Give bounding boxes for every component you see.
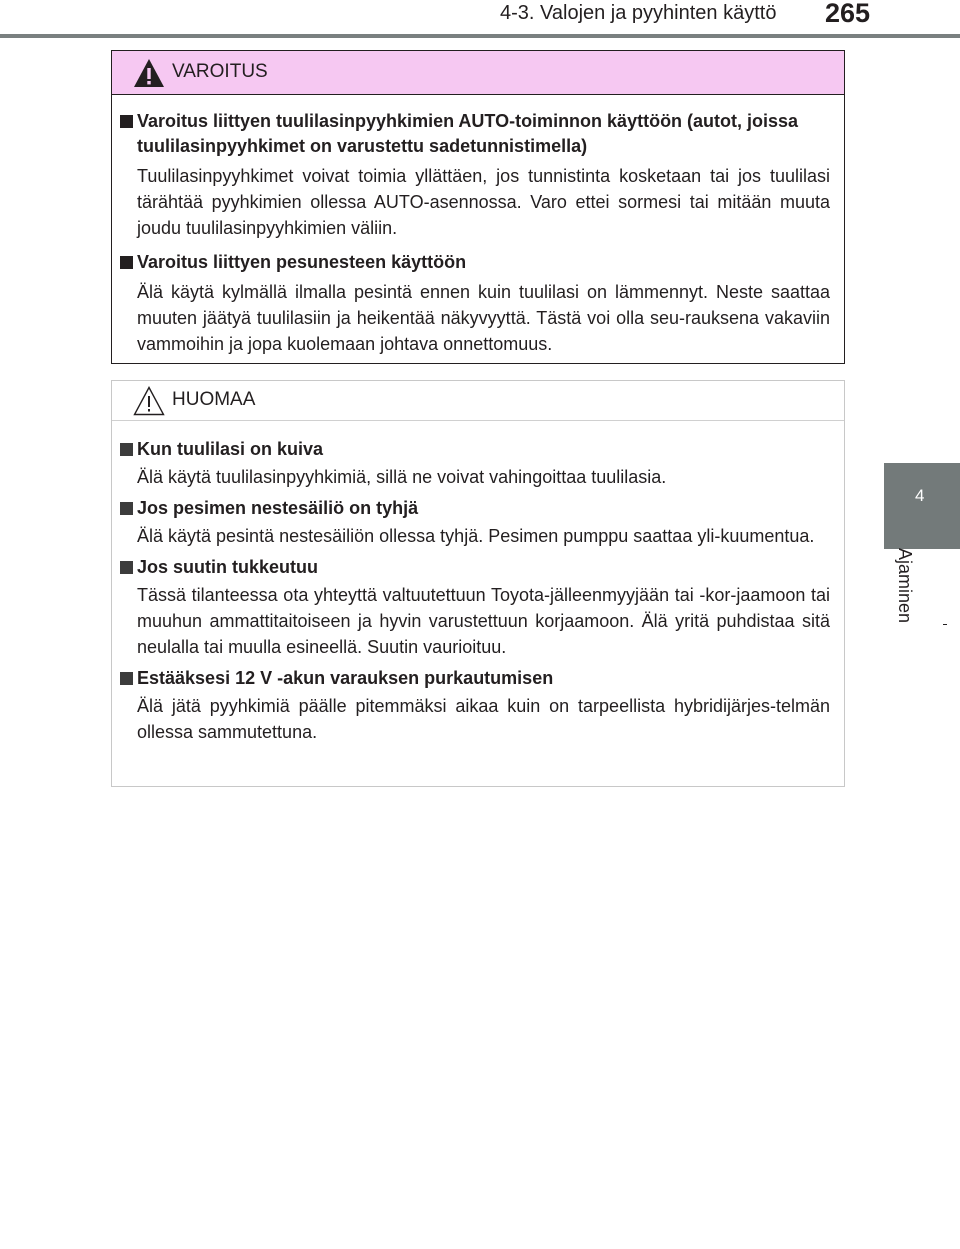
notice-item bbox=[112, 496, 830, 549]
warning-item bbox=[112, 109, 830, 241]
square-bullet-icon bbox=[120, 561, 133, 574]
notice-item-text: Älä jätä pyyhkimiä päälle pitemmäksi aikaa kuin on tarpeellista hybridijärjes-telmän ollessa sammutettuna. bbox=[137, 696, 830, 742]
chapter-tick bbox=[943, 624, 947, 625]
warning-item-title: Varoitus liittyen pesunesteen käyttöön bbox=[112, 250, 830, 275]
section-title: 4-3. Valojen ja pyyhinten käyttö bbox=[500, 2, 777, 24]
chapter-label bbox=[893, 548, 919, 668]
notice-item bbox=[112, 666, 830, 745]
notice-item-text: Tässä tilanteessa ota yhteyttä valtuutettuun Toyota-jälleenmyyjään tai -kor-jaamoon tai muuhun ammattitaitoiseen ja hyvin varustettuun korjaamoon. Älä yritä puhdistaa sitä neulalla tai muulla esineellä. Suutin vaurioituu. bbox=[137, 585, 830, 657]
notice-item-title: Jos pesimen nestesäiliö on tyhjä bbox=[112, 496, 830, 521]
square-bullet-icon bbox=[120, 115, 133, 128]
notice-label: HUOMAA bbox=[172, 389, 256, 410]
square-bullet-icon bbox=[120, 672, 133, 685]
warning-item-text: Tuulilasinpyyhkimet voivat toimia yllättäen, jos tunnistinta kosketaan tai jos tuulilasi tärähtää pyyhkimien ollessa AUTO-asennossa. Varo ettei sormesi tai mitään muuta joudu tuulilasinpyyhkimien väliin. bbox=[137, 166, 830, 238]
notice-item-title: Estääksesi 12 V -akun varauksen purkautumisen bbox=[112, 666, 830, 691]
notice-box-header bbox=[112, 381, 844, 421]
chapter-tab bbox=[884, 463, 960, 549]
caution-triangle-outline-icon bbox=[132, 385, 166, 417]
warning-item-title: Varoitus liittyen tuulilasinpyyhkimien AUTO-toiminnon käyttöön (autot, joissa tuulilasinpyyhkimet on varustettu sadetunnistimella) bbox=[112, 109, 830, 159]
notice-item-text: Älä käytä pesintä nestesäiliön ollessa tyhjä. Pesimen pumppu saattaa yli-kuumentua. bbox=[137, 526, 815, 546]
notice-item-title: Kun tuulilasi on kuiva bbox=[112, 437, 830, 462]
square-bullet-icon bbox=[120, 256, 133, 269]
square-bullet-icon bbox=[120, 443, 133, 456]
chapter-number: 4 bbox=[915, 486, 925, 505]
notice-item-text: Älä käytä tuulilasinpyyhkimiä, sillä ne voivat vahingoittaa tuulilasia. bbox=[137, 467, 667, 487]
square-bullet-icon bbox=[120, 502, 133, 515]
notice-item bbox=[112, 437, 830, 490]
warning-triangle-icon bbox=[132, 57, 166, 89]
warning-item-text: Älä käytä kylmällä ilmalla pesintä ennen kuin tuulilasi on lämmennyt. Neste saattaa muuten jäätyä tuulilasiin ja heikentää näkyvyyttä. Tästä voi olla seu-rauksena vakaviin vammoihin ja jopa kuolemaan johtava onnettomuus. bbox=[137, 282, 830, 354]
chapter-label-text: Ajaminen bbox=[895, 548, 915, 624]
warning-label: VAROITUS bbox=[172, 61, 268, 82]
warning-item bbox=[112, 250, 830, 357]
warning-box bbox=[111, 50, 845, 364]
notice-item bbox=[112, 555, 830, 660]
warning-box-body bbox=[112, 95, 844, 357]
page-number: 265 bbox=[825, 0, 871, 28]
notice-item-title: Jos suutin tukkeutuu bbox=[112, 555, 830, 580]
notice-box-body bbox=[112, 421, 844, 745]
warning-box-header bbox=[112, 51, 844, 95]
header-rule bbox=[0, 34, 960, 38]
notice-box bbox=[111, 380, 845, 787]
